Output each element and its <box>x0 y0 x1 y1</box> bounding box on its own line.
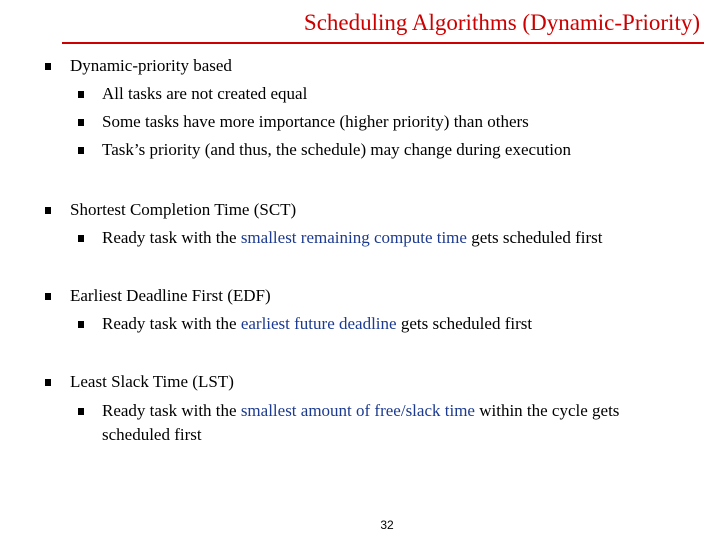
square-bullet-icon <box>78 408 84 415</box>
highlighted-term: smallest remaining compute time <box>240 228 467 247</box>
highlighted-term: smallest amount of free/slack time <box>240 401 475 420</box>
square-bullet-icon <box>45 207 51 214</box>
sub-list-item <box>42 310 702 338</box>
list-item <box>42 52 702 80</box>
sub-list-item <box>42 136 702 164</box>
square-bullet-icon <box>78 321 84 328</box>
square-bullet-icon <box>78 119 84 126</box>
sub-list-item-text: All tasks are not created equal <box>102 84 308 103</box>
sub-list-item-pre: Ready task with the <box>102 228 241 247</box>
list-item-text: Dynamic-priority based <box>70 56 232 75</box>
slide-title: Scheduling Algorithms (Dynamic-Priority) <box>303 10 700 35</box>
list-item-text: Earliest Deadline First (EDF) <box>70 286 271 305</box>
square-bullet-icon <box>78 91 84 98</box>
list-item <box>42 282 702 310</box>
square-bullet-icon <box>45 379 51 386</box>
sub-list-item-text: Task’s priority (and thus, the schedule) may change during execution <box>102 140 572 159</box>
sub-list-item-post: gets scheduled first <box>396 314 533 333</box>
sub-list-item <box>42 108 702 136</box>
bullet-group-lst <box>42 368 702 447</box>
sub-list-item <box>42 224 702 252</box>
bullet-group-edf <box>42 282 702 338</box>
list-item <box>42 368 702 396</box>
page-number: 32 <box>380 518 394 532</box>
square-bullet-icon <box>45 63 51 70</box>
sub-list-item-post: within the cycle gets scheduled first <box>102 401 620 444</box>
bullet-group-sct <box>42 196 702 252</box>
sub-list-item <box>42 396 682 447</box>
sub-list-item-post: gets scheduled first <box>466 228 603 247</box>
highlighted-term: earliest future deadline <box>240 314 397 333</box>
title-divider <box>62 42 704 44</box>
list-item <box>42 196 702 224</box>
sub-list-item <box>42 80 702 108</box>
square-bullet-icon <box>78 235 84 242</box>
square-bullet-icon <box>45 293 51 300</box>
square-bullet-icon <box>78 147 84 154</box>
list-item-text: Shortest Completion Time (SCT) <box>70 200 297 219</box>
sub-list-item-text: Some tasks have more importance (higher priority) than others <box>102 112 529 131</box>
sub-list-item-pre: Ready task with the <box>102 314 241 333</box>
list-item-text: Least Slack Time (LST) <box>70 372 234 391</box>
bullet-group-dynamic-priority <box>42 52 702 164</box>
sub-list-item-pre: Ready task with the <box>102 401 241 420</box>
